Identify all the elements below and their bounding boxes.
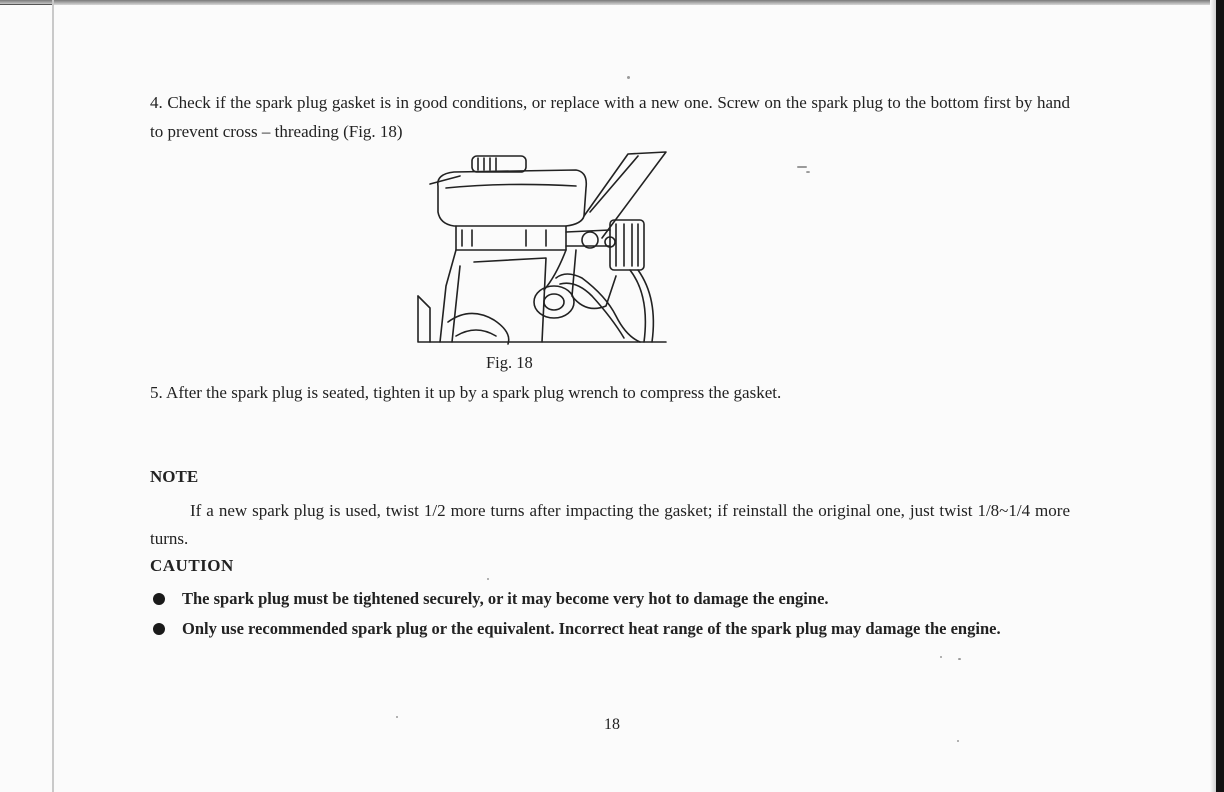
scan-corner-mark <box>0 4 52 5</box>
bullet-icon <box>153 593 165 605</box>
caution-heading: CAUTION <box>150 556 234 575</box>
page-number: 18 <box>604 716 620 733</box>
note-heading: NOTE <box>150 467 199 486</box>
scan-speck <box>958 658 961 660</box>
step-5-text: 5. After the spark plug is seated, tighten it up by a spark plug wrench to compress the gasket. <box>150 383 782 402</box>
scan-speck <box>806 171 810 173</box>
scan-speck <box>487 578 489 580</box>
caution-item <box>150 585 1070 613</box>
scan-speck <box>396 716 398 718</box>
page-left-edge <box>52 0 54 792</box>
step-4-text: 4. Check if the spark plug gasket is in good conditions, or replace with a new one. Screw on the spark plug to the bottom first by hand to prevent cross – threading (Fig. 18) <box>150 93 1070 141</box>
bullet-icon <box>153 623 165 635</box>
page-right-edge <box>1216 0 1224 792</box>
scan-speck <box>627 76 630 79</box>
scan-speck <box>957 740 959 742</box>
caution-item <box>150 615 1070 643</box>
scan-speck <box>797 166 807 168</box>
note-text: If a new spark plug is used, twist 1/2 more turns after impacting the gasket; if reinstall the original one, just twist 1/8~1/4 more turns. <box>150 501 1070 548</box>
engine-spark-plug-figure <box>416 146 668 346</box>
caution-item-text: The spark plug must be tightened securely, or it may become very hot to damage the engine. <box>182 589 829 608</box>
figure-caption: Fig. 18 <box>486 353 533 372</box>
scan-speck <box>940 656 942 658</box>
page-top-edge <box>0 0 1224 5</box>
caution-item-text: Only use recommended spark plug or the equivalent. Incorrect heat range of the spark plug may damage the engine. <box>182 619 1001 638</box>
